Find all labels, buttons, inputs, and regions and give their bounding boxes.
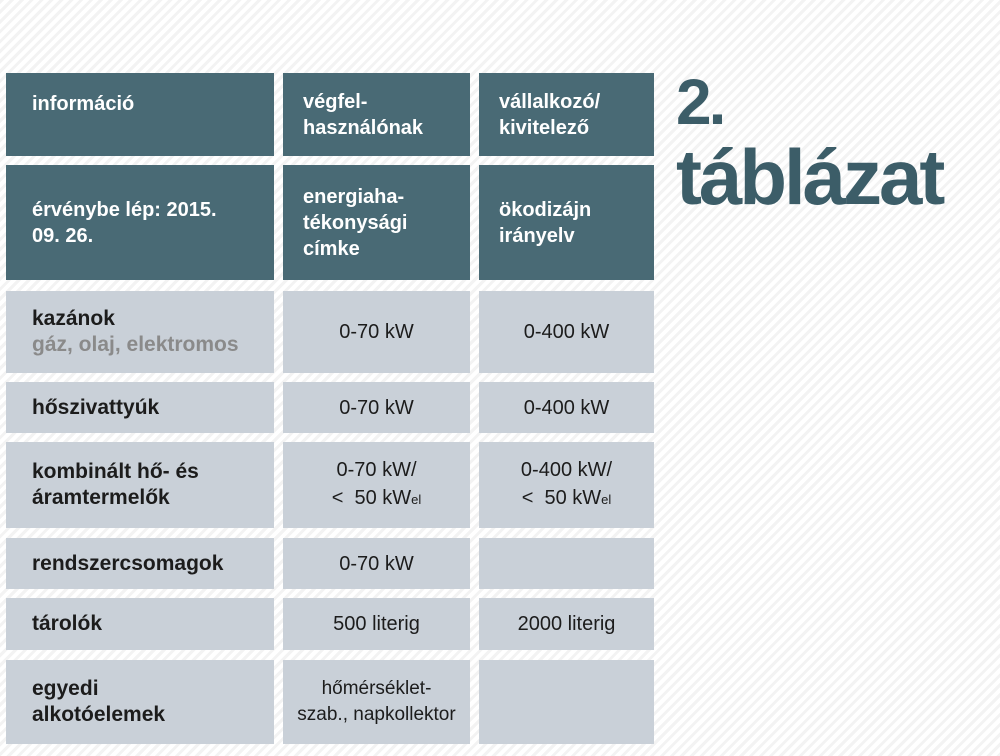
cell-chp-enduser-value: < 50 kW [331, 487, 412, 509]
header-ecodesign-line2: irányelv [499, 224, 575, 247]
row-label-heatpumps: hőszivattyúk [32, 395, 160, 419]
cell-chp-enduser-line2 [332, 484, 422, 514]
table-cell [479, 382, 654, 433]
row-label-chp-line1: kombinált hő- és [32, 460, 199, 483]
cell-components-enduser-line2: szab., napkollektor [297, 704, 456, 725]
header-energy-label-line1: energiaha- [303, 185, 405, 208]
header-enduser-line2: használónak [303, 116, 424, 139]
header-enduser [283, 73, 470, 156]
table-cell [283, 382, 470, 433]
row-label-components-line2: alkotóelemek [32, 703, 166, 726]
header-enduser-line1: végfel- [303, 90, 368, 113]
cell-packages-enduser: 0-70 kW [339, 552, 414, 575]
cell-chp-contractor-line1: 0-400 kW/ [520, 459, 613, 481]
cell-chp-contractor-value: < 50 kW [521, 487, 602, 509]
table-cell [479, 291, 654, 373]
cell-boilers-contractor: 0-400 kW [523, 321, 610, 343]
header-ecodesign [479, 165, 654, 280]
row-label-chp-line2: áramtermelők [32, 486, 170, 509]
table-cell [283, 538, 470, 589]
table-cell [283, 442, 470, 528]
header-contractor-line2: kivitelező [499, 116, 590, 139]
header-energy-label-line3: címke [303, 237, 360, 260]
table-row-label [6, 598, 274, 650]
table-cell [479, 660, 654, 744]
header-contractor-line1: vállalkozó/ [499, 90, 601, 113]
header-contractor [479, 73, 654, 156]
table-cell [479, 538, 654, 589]
row-label-storage: tárolók [32, 612, 103, 635]
row-label-components-line1: egyedi [32, 677, 99, 700]
cell-heatpumps-contractor: 0-400 kW [523, 396, 610, 419]
row-label-packages: rendszercsomagok [32, 551, 224, 575]
cell-heatpumps-enduser: 0-70 kW [339, 396, 414, 419]
cell-chp-contractor-line2 [522, 484, 612, 514]
table-row-label [6, 382, 274, 433]
title-word: táblázat [676, 133, 943, 221]
cell-chp-contractor-unit-sub: el [601, 492, 612, 507]
table-cell [283, 598, 470, 650]
table-row-label [6, 538, 274, 589]
cell-storage-enduser: 500 literig [333, 613, 420, 635]
table-cell [283, 291, 470, 373]
cell-boilers-enduser: 0-70 kW [339, 321, 414, 343]
header-energy-label-line2: tékonysági [303, 211, 408, 234]
cell-chp-enduser-line1: 0-70 kW/ [336, 459, 417, 481]
header-ecodesign-line1: ökodizájn [499, 198, 592, 221]
cell-components-enduser-line1: hőmérséklet- [321, 678, 432, 699]
table-row-label [6, 660, 274, 744]
header-effective-date-line1: érvénybe lép: 2015. [32, 198, 217, 221]
table-row-label [6, 291, 274, 373]
header-effective-date [6, 165, 274, 280]
table-row-label [6, 442, 274, 528]
table-cell [479, 442, 654, 528]
header-energy-label [283, 165, 470, 280]
cell-storage-contractor: 2000 literig [517, 613, 616, 635]
cell-chp-enduser-unit-sub: el [411, 492, 422, 507]
table-cell [479, 598, 654, 650]
row-sublabel-boilers: gáz, olaj, elektromos [32, 333, 239, 356]
row-label-boilers: kazánok [32, 307, 115, 330]
header-info-label: információ [32, 93, 135, 115]
header-info [6, 73, 274, 156]
title-number: 2. [676, 66, 724, 138]
header-effective-date-line2: 09. 26. [32, 224, 94, 247]
table-cell [283, 660, 470, 744]
